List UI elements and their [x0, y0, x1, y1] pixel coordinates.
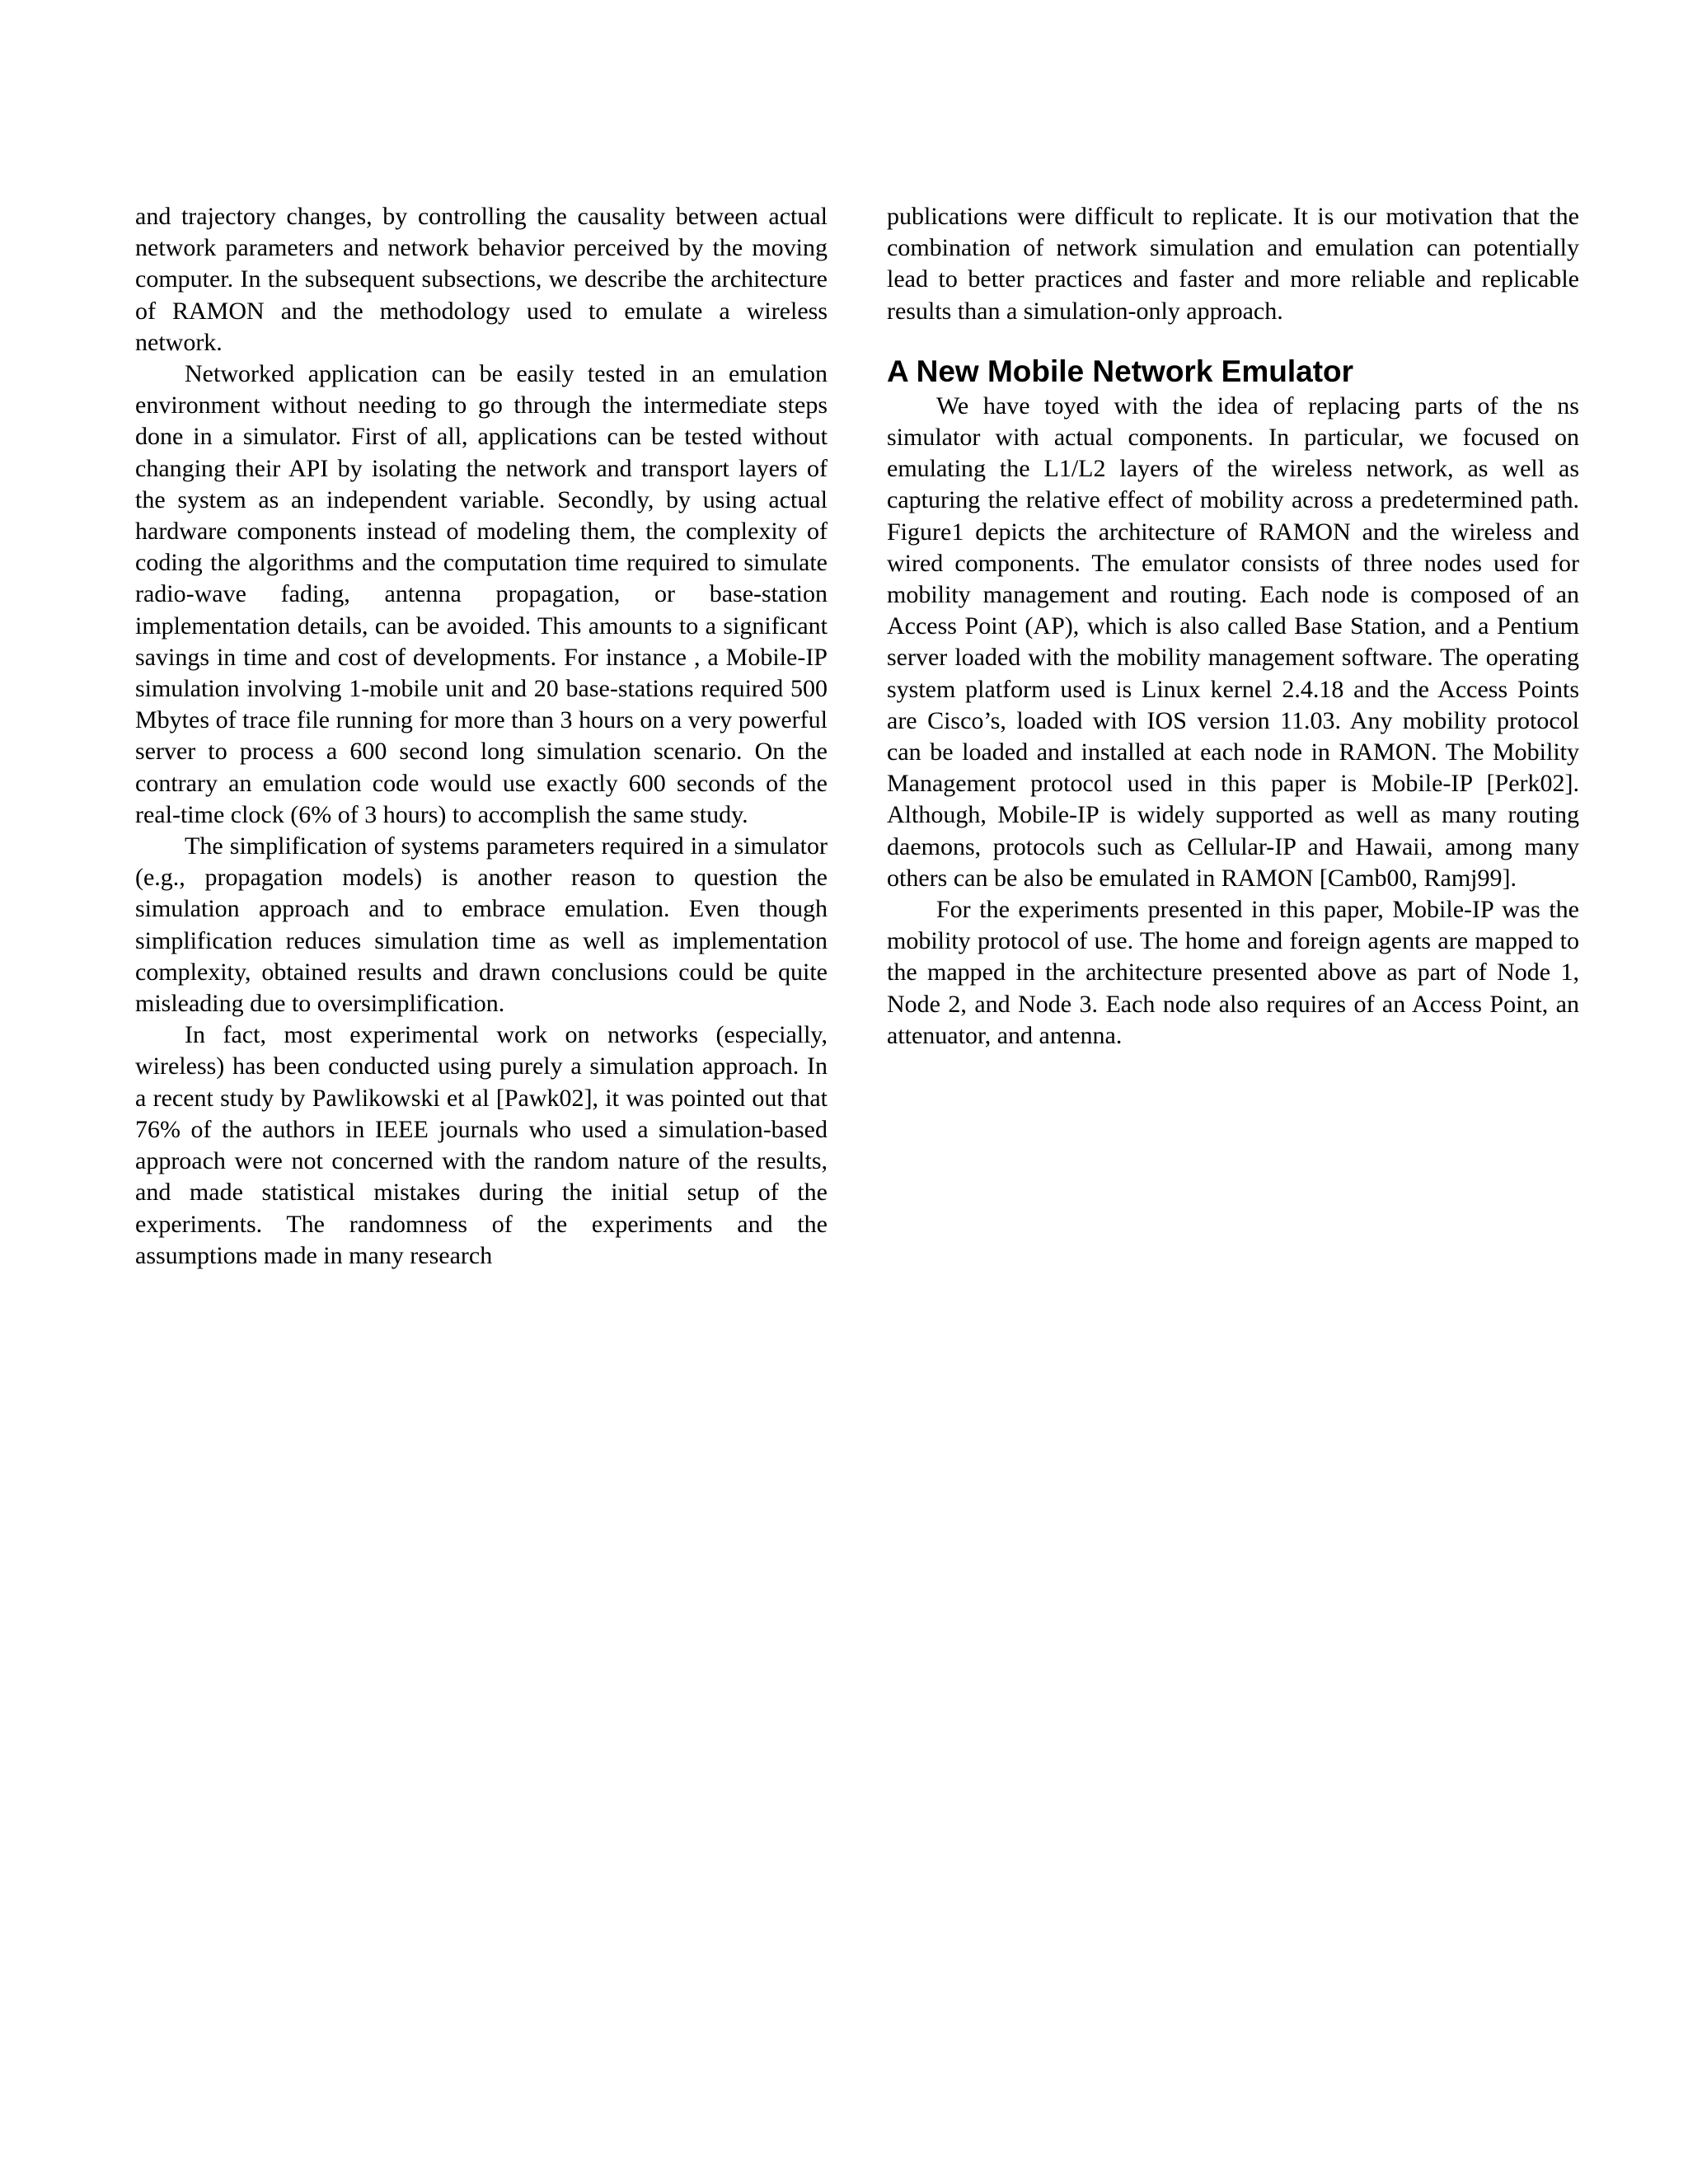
paragraph-continuation: and trajectory changes, by controlling the causality between actual network parameters and network behavior perceived by the moving computer. In the subsequent subsections, we describe the architecture of RAMON and the methodology used to emulate a wireless network.: [135, 203, 828, 356]
paragraph-architecture: We have toyed with the idea of replacing parts of the ns simulator with actual components. In particular, we focused on emulating the L1/L2 layers of the wireless network, as well as capturing the relative effect of mobility across a predetermined path. Figure1 depicts the architecture of RAMON and the wireless and wired components. The emulator consists of three nodes used for mobility management and routing. Each node is composed of an Access Point (AP), which is also called Base Station, and a Pentium server loaded with the mobility management software. The operating system platform used is Linux kernel 2.4.18 and the Access Points are Cisco’s, loaded with IOS version 11.03. Any mobility protocol can be loaded and installed at each node in RAMON. The Mobility Management protocol used in this paper is Mobile-IP [Perk02]. Although, Mobile-IP is widely supported as well as many routing daemons, protocols such as Cellular-IP and Hawaii, among many others can be also be emulated in RAMON [Camb00, Ramj99].: [887, 391, 1579, 892]
section-heading: A New Mobile Network Emulator: [887, 354, 1354, 388]
paragraph-experimental-work: In fact, most experimental work on networks (especially, wireless) has been conducted using purely a simulation approach. In a recent study by Pawlikowski et al [Pawk02], it was pointed out that 76% of the authors in IEEE journals who used a simulation-based approach were not concerned with the random nature of the results, and made statistical mistakes during the initial setup of the experiments. The randomness of the experiments and the assumptions made in many research: [135, 1021, 828, 1269]
paragraph-experiments: For the experiments presented in this paper, Mobile-IP was the mobility protocol of use. The home and foreign agents are mapped to the mapped in the architecture presented above as part of Node 1, Node 2, and Node 3. Each node also requires of an Access Point, an attenuator, and antenna.: [887, 896, 1579, 1049]
paragraph-simplification: The simplification of systems parameters required in a simulator (e.g., propagation models) is another reason to question the simulation approach and to embrace emulation. Even though simplification reduces simulation time as well as implementation complexity, obtained results and drawn conclusions could be quite misleading due to oversimplification.: [135, 832, 828, 1018]
left-column: [135, 201, 828, 1272]
right-column: [887, 201, 1579, 1052]
paragraph-emulation-testing: Networked application can be easily tested in an emulation environment without needing to go through the intermediate steps done in a simulator. First of all, applications can be tested without changing their API by isolating the network and transport layers of the system as an independent variable. Secondly, by using actual hardware components instead of modeling them, the complexity of coding the algorithms and the computation time required to simulate radio-wave fading, antenna propagation, or base-station implementation details, can be avoided. This amounts to a significant savings in time and cost of developments. For instance , a Mobile-IP simulation involving 1-mobile unit and 20 base-stations required 500 Mbytes of trace file running for more than 3 hours on a very powerful server to process a 600 second long simulation scenario. On the contrary an emulation code would use exactly 600 seconds of the real-time clock (6% of 3 hours) to accomplish the same study.: [135, 360, 828, 828]
paragraph-motivation: publications were difficult to replicate. It is our motivation that the combination of network simulation and emulation can potentially lead to better practices and faster and more reliable and replicable results than a simulation-only approach.: [887, 203, 1579, 325]
